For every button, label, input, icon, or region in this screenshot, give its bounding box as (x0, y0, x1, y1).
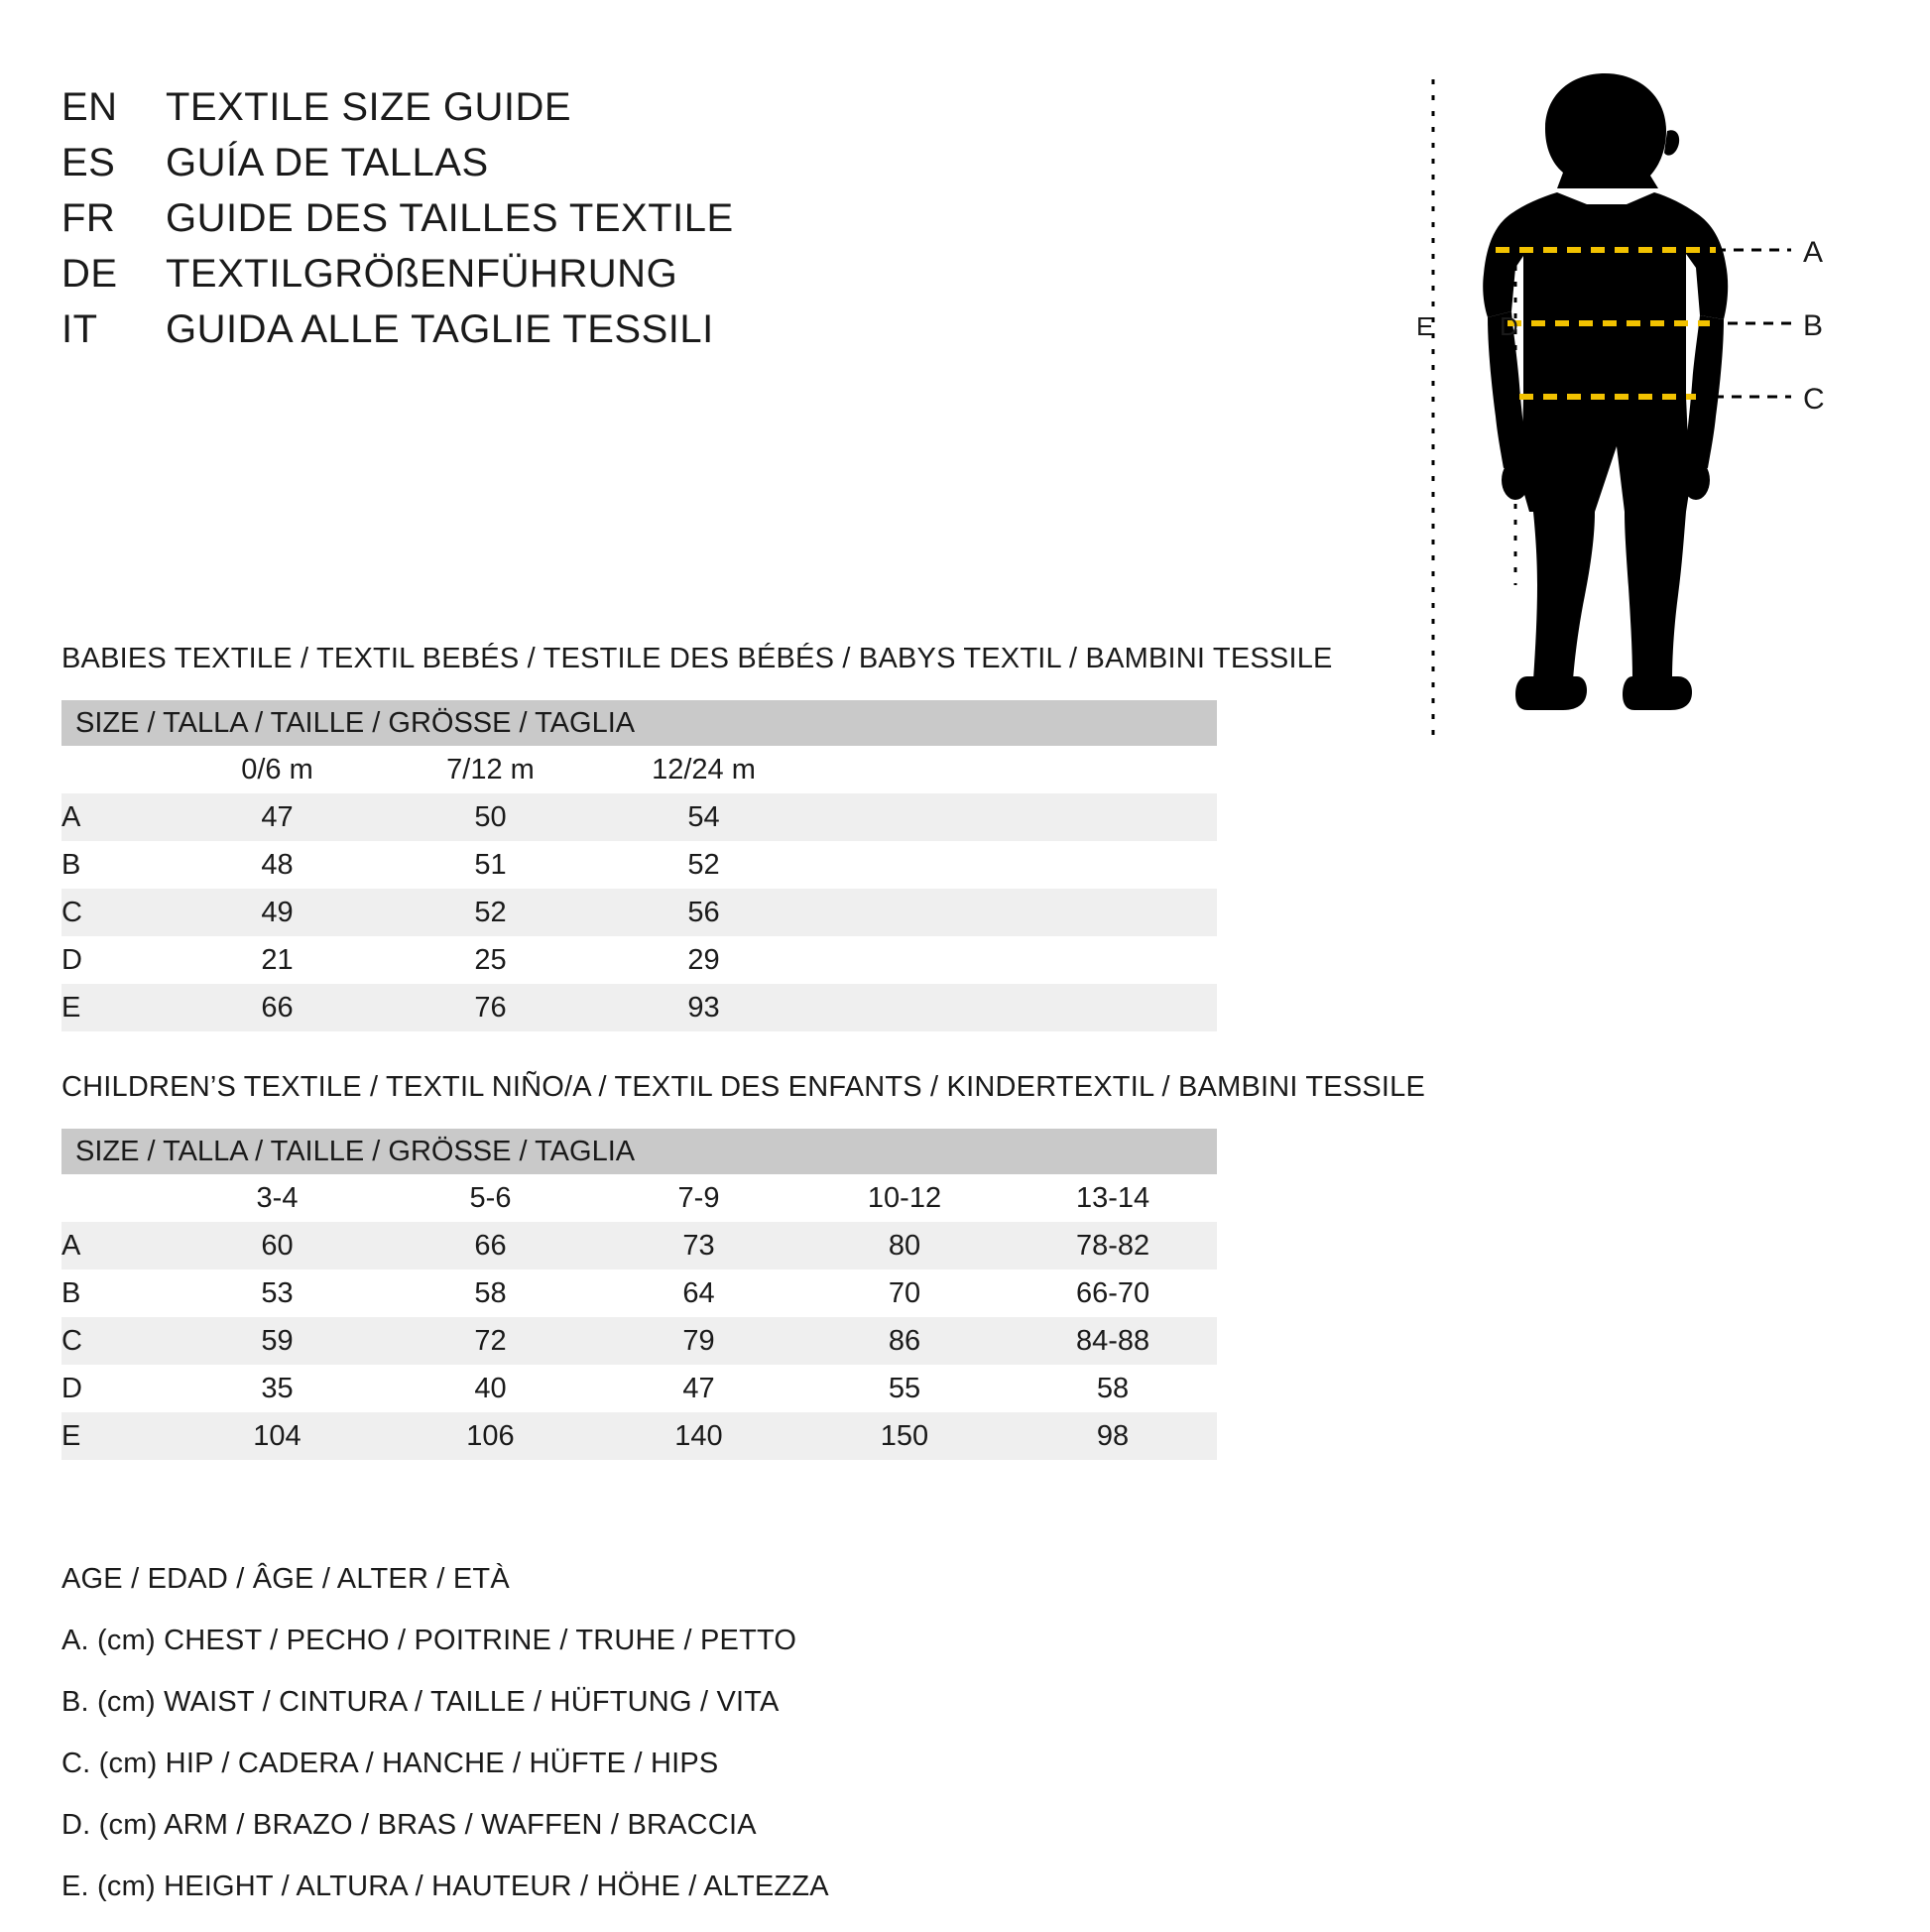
children-row-e-v1: 106 (384, 1412, 597, 1460)
children-row-d-v4: 58 (1009, 1365, 1217, 1412)
babies-row-a-filler (810, 793, 1217, 841)
babies-row-e-v1: 76 (384, 984, 597, 1031)
children-row-e-v2: 140 (597, 1412, 800, 1460)
children-row-a-v3: 80 (800, 1222, 1009, 1269)
figure-label-b: B (1803, 309, 1824, 342)
children-row-a-v0: 60 (171, 1222, 384, 1269)
babies-row-e-v2: 93 (597, 984, 810, 1031)
children-row-d-label: D (61, 1365, 171, 1412)
babies-row-e-filler (810, 984, 1217, 1031)
table-row (61, 889, 1217, 936)
title-text-en: TEXTILE SIZE GUIDE (166, 85, 572, 129)
children-row-d-v1: 40 (384, 1365, 597, 1412)
babies-size-table (61, 700, 1217, 1031)
children-row-e-label: E (61, 1412, 171, 1460)
title-lang-es: ES (61, 141, 116, 184)
children-row-c-label: C (61, 1317, 171, 1365)
title-row-it (61, 307, 1202, 352)
babies-row-d-filler (810, 936, 1217, 984)
children-row-c-v1: 72 (384, 1317, 597, 1365)
babies-section-heading: BABIES TEXTILE / TEXTIL BEBÉS / TESTILE DES BÉBÉS / BABYS TEXTIL / BAMBINI TESSILE (61, 643, 1333, 674)
babies-row-a-v0: 47 (171, 793, 384, 841)
babies-row-c-filler (810, 889, 1217, 936)
title-text-it: GUIDA ALLE TAGLIE TESSILI (166, 307, 714, 351)
title-row-en (61, 85, 1202, 130)
babies-row-b-filler (810, 841, 1217, 889)
title-text-de: TEXTILGRÖßENFÜHRUNG (166, 252, 678, 296)
figure-label-a: A (1803, 236, 1824, 269)
babies-table-band-row (61, 700, 1217, 746)
legend-chest: A. (cm) CHEST / PECHO / POITRINE / TRUHE / PETTO (61, 1625, 797, 1656)
table-row (61, 1365, 1217, 1412)
legend-height: E. (cm) HEIGHT / ALTURA / HAUTEUR / HÖHE / ALTEZZA (61, 1871, 829, 1902)
children-row-b-label: B (61, 1269, 171, 1317)
title-text-es: GUÍA DE TALLAS (166, 141, 489, 184)
table-row (61, 1222, 1217, 1269)
children-row-b-v2: 64 (597, 1269, 800, 1317)
babies-row-e-label: E (61, 984, 171, 1031)
legend-arm: D. (cm) ARM / BRAZO / BRAS / WAFFEN / BRACCIA (61, 1809, 757, 1841)
table-row (61, 984, 1217, 1031)
children-row-b-v3: 70 (800, 1269, 1009, 1317)
title-lang-de: DE (61, 252, 118, 296)
babies-row-c-label: C (61, 889, 171, 936)
babies-row-e-v0: 66 (171, 984, 384, 1031)
babies-size-2: 12/24 m (597, 746, 810, 793)
children-row-a-v2: 73 (597, 1222, 800, 1269)
table-row (61, 1269, 1217, 1317)
children-sizes-corner (61, 1174, 171, 1222)
measurement-figure (1388, 69, 1884, 764)
babies-sizes-corner (61, 746, 171, 793)
children-table-band-row (61, 1129, 1217, 1174)
children-row-e-v4: 98 (1009, 1412, 1217, 1460)
children-row-c-v4: 84-88 (1009, 1317, 1217, 1365)
table-row (61, 1412, 1217, 1460)
babies-row-b-v2: 52 (597, 841, 810, 889)
children-row-d-v0: 35 (171, 1365, 384, 1412)
children-section-heading: CHILDREN’S TEXTILE / TEXTIL NIÑO/A / TEXTIL DES ENFANTS / KINDERTEXTIL / BAMBINI TESSILE (61, 1071, 1426, 1103)
title-lang-en: EN (61, 85, 118, 129)
children-row-b-v0: 53 (171, 1269, 384, 1317)
title-block (61, 85, 1202, 363)
measurement-legend (61, 1563, 1351, 1932)
children-row-a-label: A (61, 1222, 171, 1269)
legend-hip: C. (cm) HIP / CADERA / HANCHE / HÜFTE / HIPS (61, 1748, 719, 1779)
babies-size-1: 7/12 m (384, 746, 597, 793)
legend-age: AGE / EDAD / ÂGE / ALTER / ETÀ (61, 1563, 510, 1595)
legend-waist: B. (cm) WAIST / CINTURA / TAILLE / HÜFTUNG / VITA (61, 1686, 780, 1718)
children-row-c-v2: 79 (597, 1317, 800, 1365)
child-silhouette-icon (1388, 69, 1884, 764)
babies-row-a-v2: 54 (597, 793, 810, 841)
figure-label-c: C (1803, 383, 1825, 416)
children-row-a-v1: 66 (384, 1222, 597, 1269)
babies-row-d-v2: 29 (597, 936, 810, 984)
children-row-b-v4: 66-70 (1009, 1269, 1217, 1317)
babies-row-b-v1: 51 (384, 841, 597, 889)
table-row (61, 841, 1217, 889)
table-row (61, 1317, 1217, 1365)
title-row-es (61, 141, 1202, 185)
title-row-fr (61, 196, 1202, 241)
babies-row-c-v2: 56 (597, 889, 810, 936)
babies-row-d-v0: 21 (171, 936, 384, 984)
title-lang-it: IT (61, 307, 98, 351)
babies-sizes-filler (810, 746, 1217, 793)
children-row-c-v3: 86 (800, 1317, 1009, 1365)
babies-row-d-label: D (61, 936, 171, 984)
children-table-band-label: SIZE / TALLA / TAILLE / GRÖSSE / TAGLIA (61, 1129, 1217, 1174)
table-row (61, 936, 1217, 984)
babies-table-sizes-row (61, 746, 1217, 793)
babies-size-0: 0/6 m (171, 746, 384, 793)
children-row-a-v4: 78-82 (1009, 1222, 1217, 1269)
children-row-d-v2: 47 (597, 1365, 800, 1412)
title-text-fr: GUIDE DES TAILLES TEXTILE (166, 196, 734, 240)
babies-row-c-v0: 49 (171, 889, 384, 936)
children-size-2: 7-9 (597, 1174, 800, 1222)
children-size-1: 5-6 (384, 1174, 597, 1222)
children-table-sizes-row (61, 1174, 1217, 1222)
babies-row-a-v1: 50 (384, 793, 597, 841)
children-size-4: 13-14 (1009, 1174, 1217, 1222)
figure-label-e: E (1416, 311, 1434, 341)
babies-row-a-label: A (61, 793, 171, 841)
babies-row-c-v1: 52 (384, 889, 597, 936)
table-row (61, 793, 1217, 841)
children-size-0: 3-4 (171, 1174, 384, 1222)
children-size-3: 10-12 (800, 1174, 1009, 1222)
children-row-e-v0: 104 (171, 1412, 384, 1460)
figure-label-d: D (1500, 311, 1518, 341)
children-row-b-v1: 58 (384, 1269, 597, 1317)
children-row-e-v3: 150 (800, 1412, 1009, 1460)
title-row-de (61, 252, 1202, 297)
babies-row-d-v1: 25 (384, 936, 597, 984)
title-lang-fr: FR (61, 196, 116, 240)
babies-row-b-v0: 48 (171, 841, 384, 889)
children-row-c-v0: 59 (171, 1317, 384, 1365)
children-size-table (61, 1129, 1217, 1460)
children-row-d-v3: 55 (800, 1365, 1009, 1412)
babies-row-b-label: B (61, 841, 171, 889)
babies-table-band-label: SIZE / TALLA / TAILLE / GRÖSSE / TAGLIA (61, 700, 1217, 746)
